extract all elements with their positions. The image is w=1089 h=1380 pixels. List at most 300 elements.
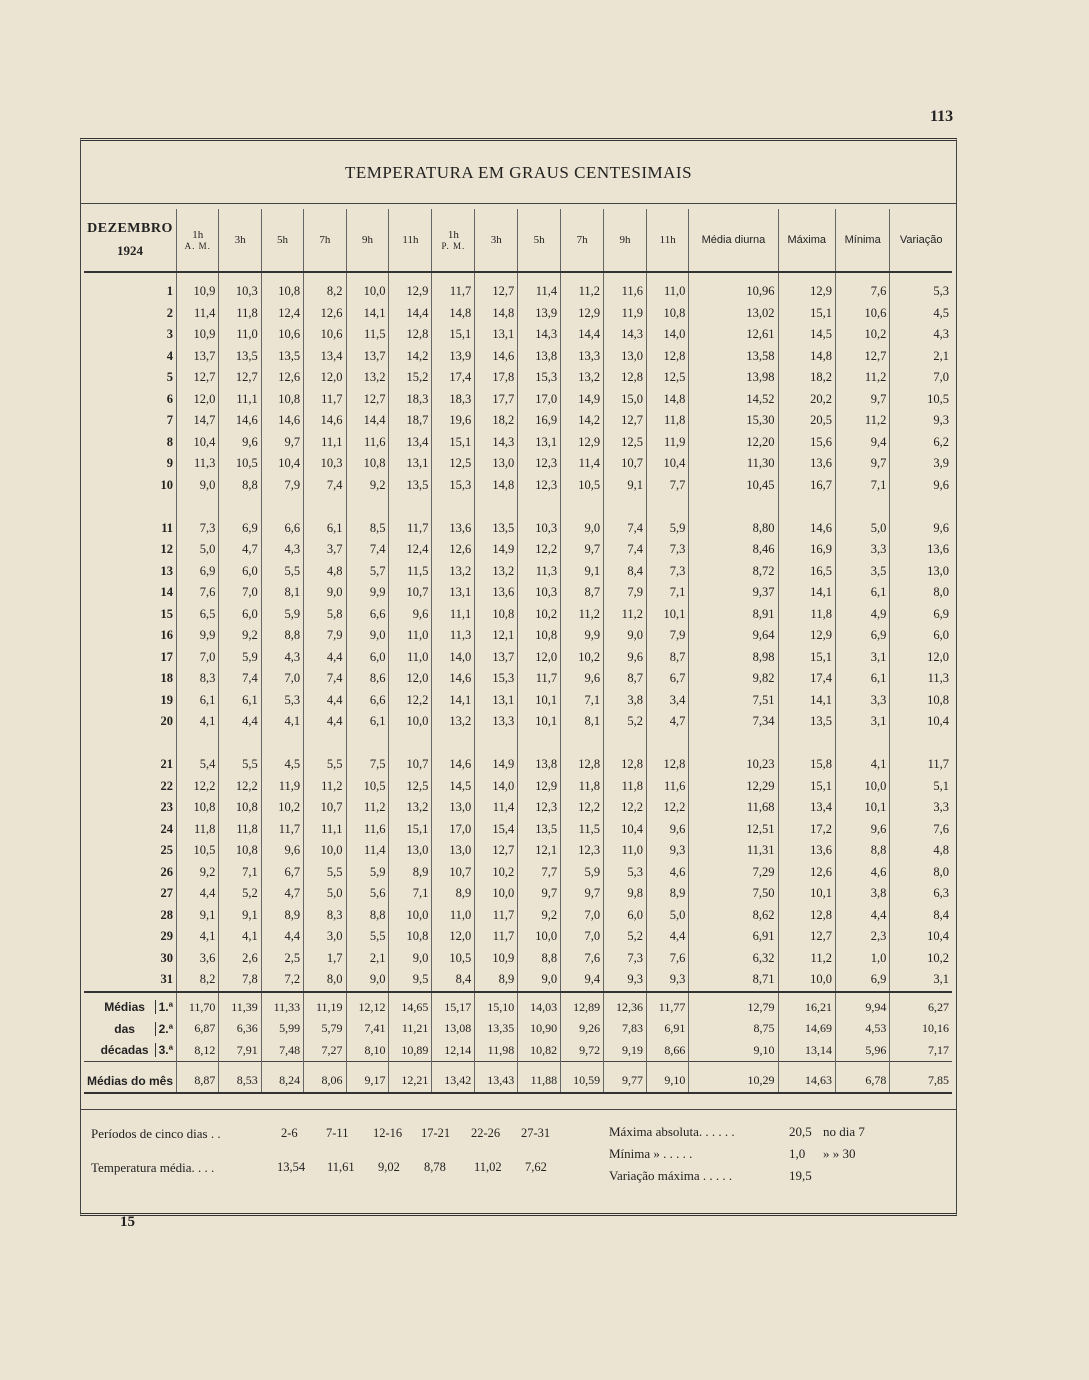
table-cell: 12,8 xyxy=(778,905,835,927)
table-cell: 12,6 xyxy=(261,367,303,389)
table-cell: 10,4 xyxy=(604,819,647,841)
table-cell: 7,0 xyxy=(561,926,604,948)
spacer-cell xyxy=(177,733,219,755)
table-cell: 10,8 xyxy=(219,840,261,862)
table-cell: 10,0 xyxy=(835,776,889,798)
table-cell: 8,7 xyxy=(561,582,604,604)
table-cell: 13,7 xyxy=(346,346,389,368)
extreme-stats xyxy=(609,1121,865,1187)
table-cell: 10,8 xyxy=(177,797,219,819)
table-cell: 11,7 xyxy=(475,926,518,948)
table-cell: 17,4 xyxy=(778,668,835,690)
period-temp: 7,62 xyxy=(525,1160,547,1174)
table-row xyxy=(84,776,952,798)
day-number: 4 xyxy=(166,348,174,363)
table-cell: 11,0 xyxy=(604,840,647,862)
table-cell: 14,1 xyxy=(778,582,835,604)
spacer-cell xyxy=(778,496,835,518)
table-cell: 8,0 xyxy=(890,582,952,604)
table-cell: 14,6 xyxy=(304,410,346,432)
table-cell: 7,1 xyxy=(219,862,261,884)
table-row xyxy=(84,862,952,884)
table-cell: 10,2 xyxy=(261,797,303,819)
table-cell: 10,1 xyxy=(518,711,561,733)
table-cell: 4,4 xyxy=(219,711,261,733)
spacer-cell xyxy=(389,496,432,518)
decade-caption: das xyxy=(114,1021,135,1036)
header-minima: Mínima xyxy=(835,209,889,272)
table-cell: 7,3 xyxy=(646,561,688,583)
table-cell: 11,8 xyxy=(778,604,835,626)
table-cell: 6,36 xyxy=(219,1018,261,1040)
decade-caption: Médias xyxy=(104,1000,145,1015)
table-cell: 14,8 xyxy=(646,389,688,411)
table-cell: 2,6 xyxy=(219,948,261,970)
table-cell: 9,94 xyxy=(835,992,889,1019)
table-cell: 20,2 xyxy=(778,389,835,411)
table-cell: 12,3 xyxy=(518,475,561,497)
table-cell: 9,9 xyxy=(346,582,389,604)
table-cell: 5,5 xyxy=(219,754,261,776)
table-cell: 8,9 xyxy=(389,862,432,884)
month-means-row xyxy=(84,1062,952,1093)
table-cell: 13,1 xyxy=(518,432,561,454)
table-cell: 7,6 xyxy=(177,582,219,604)
table-cell: 7,6 xyxy=(646,948,688,970)
table-row xyxy=(84,754,952,776)
table-cell: 9,2 xyxy=(346,475,389,497)
table-cell: 2,5 xyxy=(261,948,303,970)
table-cell: 14,3 xyxy=(518,324,561,346)
table-cell: 3,1 xyxy=(890,969,952,992)
table-cell: 11,1 xyxy=(304,432,346,454)
table-cell: 9,8 xyxy=(604,883,647,905)
table-cell: 2,1 xyxy=(346,948,389,970)
table-cell: 13,2 xyxy=(561,367,604,389)
header-year: 1924 xyxy=(117,243,144,258)
table-cell: 10,0 xyxy=(346,272,389,303)
header-month-year xyxy=(84,209,177,272)
table-cell: 12,7 xyxy=(835,346,889,368)
table-cell: 14,6 xyxy=(778,518,835,540)
table-cell: 12,8 xyxy=(561,754,604,776)
table-cell: 5,1 xyxy=(890,776,952,798)
table-cell: 6,32 xyxy=(689,948,778,970)
table-cell: 10,96 xyxy=(689,272,778,303)
table-cell: 8,3 xyxy=(304,905,346,927)
table-cell: 7,7 xyxy=(646,475,688,497)
table-cell: 9,2 xyxy=(219,625,261,647)
stat-var-label: Variação máxima . . . . . xyxy=(609,1168,733,1183)
table-cell: 12,2 xyxy=(389,690,432,712)
table-cell: 16,9 xyxy=(778,539,835,561)
header-hour: 3h xyxy=(219,209,261,272)
table-cell: 10,7 xyxy=(389,754,432,776)
table-cell: 13,42 xyxy=(432,1062,475,1093)
table-cell: 6,6 xyxy=(261,518,303,540)
spacer-cell xyxy=(778,733,835,755)
table-cell: 16,5 xyxy=(778,561,835,583)
table-cell: 3,4 xyxy=(646,690,688,712)
table-cell: 10,0 xyxy=(518,926,561,948)
spacer-cell xyxy=(835,496,889,518)
table-cell: 10,8 xyxy=(261,272,303,303)
table-row xyxy=(84,905,952,927)
table-cell: 15,1 xyxy=(432,432,475,454)
table-cell: 10,5 xyxy=(561,475,604,497)
table-cell: 13,2 xyxy=(346,367,389,389)
table-cell: 7,50 xyxy=(689,883,778,905)
table-cell: 15,1 xyxy=(389,819,432,841)
table-cell: 11,33 xyxy=(261,992,303,1019)
table-cell: 11,21 xyxy=(389,1018,432,1040)
table-cell: 8,87 xyxy=(177,1062,219,1093)
table-cell: 7,9 xyxy=(261,475,303,497)
table-cell: 14,4 xyxy=(561,324,604,346)
table-cell: 12,1 xyxy=(475,625,518,647)
table-cell: 7,6 xyxy=(561,948,604,970)
table-cell: 12,0 xyxy=(304,367,346,389)
decade-ordinal: 3.ª xyxy=(155,1043,173,1057)
table-cell: 18,2 xyxy=(475,410,518,432)
table-cell: 11,9 xyxy=(646,432,688,454)
table-cell: 11,6 xyxy=(646,776,688,798)
table-cell: 10,7 xyxy=(389,582,432,604)
header-hour: 3h xyxy=(475,209,518,272)
table-cell: 3,1 xyxy=(835,647,889,669)
table-cell: 7,48 xyxy=(261,1040,303,1062)
table-cell: 11,0 xyxy=(432,905,475,927)
table-cell: 12,2 xyxy=(219,776,261,798)
periods-label: Períodos de cinco dias . . xyxy=(91,1126,221,1141)
table-cell: 13,43 xyxy=(475,1062,518,1093)
table-cell: 11,4 xyxy=(177,303,219,325)
day-number: 24 xyxy=(160,821,174,836)
table-cell: 12,2 xyxy=(561,797,604,819)
header-hour: 11h xyxy=(389,209,432,272)
table-cell: 20,5 xyxy=(778,410,835,432)
table-cell: 13,2 xyxy=(432,561,475,583)
table-cell: 15,3 xyxy=(475,668,518,690)
table-cell: 10,3 xyxy=(304,453,346,475)
table-cell: 13,1 xyxy=(475,690,518,712)
table-row xyxy=(84,819,952,841)
table-cell: 11,98 xyxy=(475,1040,518,1062)
table-cell: 9,6 xyxy=(261,840,303,862)
table-cell: 7,3 xyxy=(177,518,219,540)
table-cell: 4,1 xyxy=(177,711,219,733)
table-cell: 11,0 xyxy=(646,272,688,303)
table-cell: 13,0 xyxy=(604,346,647,368)
day-number: 14 xyxy=(160,585,174,600)
table-cell: 5,5 xyxy=(304,754,346,776)
decade-row xyxy=(84,1018,952,1040)
table-cell: 14,6 xyxy=(432,668,475,690)
table-cell: 3,3 xyxy=(835,539,889,561)
table-cell: 9,7 xyxy=(561,883,604,905)
table-row xyxy=(84,883,952,905)
table-cell: 10,3 xyxy=(518,582,561,604)
spacer-cell xyxy=(304,496,346,518)
table-cell: 10,0 xyxy=(778,969,835,992)
temperature-table xyxy=(84,209,952,1094)
table-cell: 11,8 xyxy=(561,776,604,798)
table-cell: 14,0 xyxy=(432,647,475,669)
stat-var-row xyxy=(609,1165,865,1187)
table-cell: 11,4 xyxy=(346,840,389,862)
table-cell: 6,9 xyxy=(890,604,952,626)
table-cell: 10,90 xyxy=(518,1018,561,1040)
table-cell: 11,3 xyxy=(432,625,475,647)
table-cell: 10,0 xyxy=(389,711,432,733)
table-cell: 9,6 xyxy=(389,604,432,626)
day-number: 31 xyxy=(160,972,174,987)
header-hour xyxy=(177,209,219,272)
table-row xyxy=(84,625,952,647)
table-cell: 12,0 xyxy=(389,668,432,690)
table-cell: 11,8 xyxy=(219,303,261,325)
month-means-label: Médias do mês xyxy=(84,1062,177,1093)
spacer-cell xyxy=(261,496,303,518)
table-cell: 8,72 xyxy=(689,561,778,583)
table-cell: 9,10 xyxy=(689,1040,778,1062)
table-cell: 13,3 xyxy=(475,711,518,733)
table-cell: 12,7 xyxy=(219,367,261,389)
table-cell: 6,7 xyxy=(646,668,688,690)
table-cell: 7,85 xyxy=(890,1062,952,1093)
table-cell: 5,9 xyxy=(646,518,688,540)
day-number: 23 xyxy=(160,800,174,815)
table-cell: 12,12 xyxy=(346,992,389,1019)
table-cell: 8,4 xyxy=(890,905,952,927)
table-cell: 13,2 xyxy=(475,561,518,583)
table-cell: 5,8 xyxy=(304,604,346,626)
table-cell: 13,1 xyxy=(432,582,475,604)
table-cell: 6,9 xyxy=(177,561,219,583)
table-cell: 11,4 xyxy=(518,272,561,303)
table-row xyxy=(84,518,952,540)
table-cell: 11,7 xyxy=(475,905,518,927)
table-cell: 14,2 xyxy=(389,346,432,368)
table-cell: 9,82 xyxy=(689,668,778,690)
stat-min-when: » » 30 xyxy=(823,1146,856,1161)
table-cell: 4,3 xyxy=(261,539,303,561)
table-cell: 12,79 xyxy=(689,992,778,1019)
spacer-cell xyxy=(475,496,518,518)
table-cell: 6,7 xyxy=(261,862,303,884)
stat-max-row xyxy=(609,1121,865,1143)
table-cell: 5,5 xyxy=(346,926,389,948)
table-cell: 5,9 xyxy=(219,647,261,669)
table-cell: 6,0 xyxy=(219,561,261,583)
table-cell: 11,8 xyxy=(646,410,688,432)
table-cell: 6,9 xyxy=(219,518,261,540)
day-number: 6 xyxy=(166,391,174,406)
table-cell: 14,6 xyxy=(219,410,261,432)
table-cell: 7,3 xyxy=(646,539,688,561)
table-cell: 11,1 xyxy=(304,819,346,841)
table-cell: 10,4 xyxy=(646,453,688,475)
table-cell: 13,6 xyxy=(475,582,518,604)
table-cell: 11,8 xyxy=(177,819,219,841)
period-temp: 11,02 xyxy=(474,1160,502,1174)
spacer-cell xyxy=(84,496,177,518)
table-cell: 14,9 xyxy=(561,389,604,411)
table-cell: 5,2 xyxy=(219,883,261,905)
table-cell: 10,2 xyxy=(835,324,889,346)
table-cell: 9,9 xyxy=(561,625,604,647)
table-cell: 10,6 xyxy=(835,303,889,325)
table-cell: 9,10 xyxy=(646,1062,688,1093)
table-cell: 6,0 xyxy=(604,905,647,927)
table-cell: 12,8 xyxy=(646,346,688,368)
table-cell: 13,58 xyxy=(689,346,778,368)
am-label: A. M. xyxy=(184,241,211,251)
table-cell: 12,20 xyxy=(689,432,778,454)
table-cell: 6,0 xyxy=(346,647,389,669)
table-cell: 13,5 xyxy=(219,346,261,368)
spacer-cell xyxy=(689,496,778,518)
table-cell: 4,1 xyxy=(177,926,219,948)
table-cell: 4,7 xyxy=(219,539,261,561)
table-cell: 10,4 xyxy=(177,432,219,454)
table-cell: 12,2 xyxy=(646,797,688,819)
table-cell: 12,0 xyxy=(432,926,475,948)
table-cell: 8,66 xyxy=(646,1040,688,1062)
table-cell: 7,4 xyxy=(604,539,647,561)
table-cell: 9,6 xyxy=(646,819,688,841)
table-cell: 12,14 xyxy=(432,1040,475,1062)
table-cell: 9,0 xyxy=(177,475,219,497)
table-row xyxy=(84,389,952,411)
table-cell: 11,19 xyxy=(304,992,346,1019)
day-number: 20 xyxy=(160,714,174,729)
table-cell: 11,6 xyxy=(346,819,389,841)
table-cell: 6,27 xyxy=(890,992,952,1019)
table-cell: 10,9 xyxy=(475,948,518,970)
table-cell: 8,1 xyxy=(561,711,604,733)
table-cell: 10,23 xyxy=(689,754,778,776)
table-cell: 14,8 xyxy=(475,303,518,325)
table-cell: 15,2 xyxy=(389,367,432,389)
table-cell: 14,9 xyxy=(475,539,518,561)
table-cell: 7,0 xyxy=(890,367,952,389)
table-cell: 14,1 xyxy=(346,303,389,325)
table-cell: 17,8 xyxy=(475,367,518,389)
table-cell: 5,2 xyxy=(604,711,647,733)
table-cell: 5,6 xyxy=(346,883,389,905)
table-cell: 4,1 xyxy=(219,926,261,948)
table-cell: 8,71 xyxy=(689,969,778,992)
table-cell: 12,2 xyxy=(177,776,219,798)
table-cell: 15,1 xyxy=(778,303,835,325)
table-cell: 11,7 xyxy=(304,389,346,411)
header-variacao: Variação xyxy=(890,209,952,272)
table-cell: 14,1 xyxy=(432,690,475,712)
table-cell: 4,4 xyxy=(304,711,346,733)
table-cell: 8,8 xyxy=(518,948,561,970)
table-cell: 14,5 xyxy=(432,776,475,798)
table-cell: 5,9 xyxy=(346,862,389,884)
table-cell: 13,5 xyxy=(518,819,561,841)
table-frame xyxy=(80,138,957,1216)
table-cell: 4,5 xyxy=(261,754,303,776)
table-cell: 8,8 xyxy=(835,840,889,862)
table-cell: 4,4 xyxy=(177,883,219,905)
stat-max-when: no dia 7 xyxy=(823,1124,865,1139)
table-cell: 4,4 xyxy=(835,905,889,927)
table-cell: 14,6 xyxy=(475,346,518,368)
row-spacer xyxy=(84,733,952,755)
table-cell: 8,12 xyxy=(177,1040,219,1062)
table-cell: 7,1 xyxy=(835,475,889,497)
table-cell: 13,0 xyxy=(432,797,475,819)
table-cell: 7,2 xyxy=(261,969,303,992)
table-header-row xyxy=(84,209,952,272)
table-cell: 14,8 xyxy=(475,475,518,497)
table-cell: 9,6 xyxy=(604,647,647,669)
header-hour: 9h xyxy=(346,209,389,272)
table-row xyxy=(84,668,952,690)
spacer-cell xyxy=(84,733,177,755)
table-cell: 12,29 xyxy=(689,776,778,798)
table-cell: 15,1 xyxy=(432,324,475,346)
table-cell: 7,6 xyxy=(890,819,952,841)
table-cell: 18,3 xyxy=(389,389,432,411)
table-cell: 5,3 xyxy=(890,272,952,303)
table-cell: 5,9 xyxy=(261,604,303,626)
table-cell: 8,6 xyxy=(346,668,389,690)
header-hour: 7h xyxy=(561,209,604,272)
table-cell: 8,7 xyxy=(646,647,688,669)
table-cell: 10,7 xyxy=(304,797,346,819)
table-cell: 4,9 xyxy=(835,604,889,626)
table-cell: 12,6 xyxy=(778,862,835,884)
table-cell: 9,0 xyxy=(346,625,389,647)
table-cell: 12,7 xyxy=(778,926,835,948)
table-cell: 10,0 xyxy=(304,840,346,862)
table-cell: 9,19 xyxy=(604,1040,647,1062)
table-cell: 4,1 xyxy=(835,754,889,776)
table-cell: 9,72 xyxy=(561,1040,604,1062)
table-cell: 3,8 xyxy=(835,883,889,905)
table-cell: 9,0 xyxy=(604,625,647,647)
stat-min-row xyxy=(609,1143,865,1165)
table-cell: 11,2 xyxy=(304,776,346,798)
table-cell: 12,6 xyxy=(432,539,475,561)
table-cell: 10,59 xyxy=(561,1062,604,1093)
table-cell: 7,8 xyxy=(219,969,261,992)
header-hour: 7h xyxy=(304,209,346,272)
table-row xyxy=(84,647,952,669)
table-cell: 8,9 xyxy=(432,883,475,905)
table-cell: 13,0 xyxy=(432,840,475,862)
table-cell: 7,0 xyxy=(561,905,604,927)
table-row xyxy=(84,711,952,733)
table-cell: 10,89 xyxy=(389,1040,432,1062)
decade-ordinal: 2.ª xyxy=(155,1022,173,1036)
table-cell: 4,8 xyxy=(304,561,346,583)
table-cell: 8,10 xyxy=(346,1040,389,1062)
table-cell: 12,2 xyxy=(518,539,561,561)
table-cell: 9,7 xyxy=(835,453,889,475)
table-cell: 15,8 xyxy=(778,754,835,776)
table-cell: 10,5 xyxy=(890,389,952,411)
table-cell: 12,0 xyxy=(518,647,561,669)
table-cell: 11,39 xyxy=(219,992,261,1019)
table-cell: 12,7 xyxy=(475,272,518,303)
table-cell: 2,3 xyxy=(835,926,889,948)
